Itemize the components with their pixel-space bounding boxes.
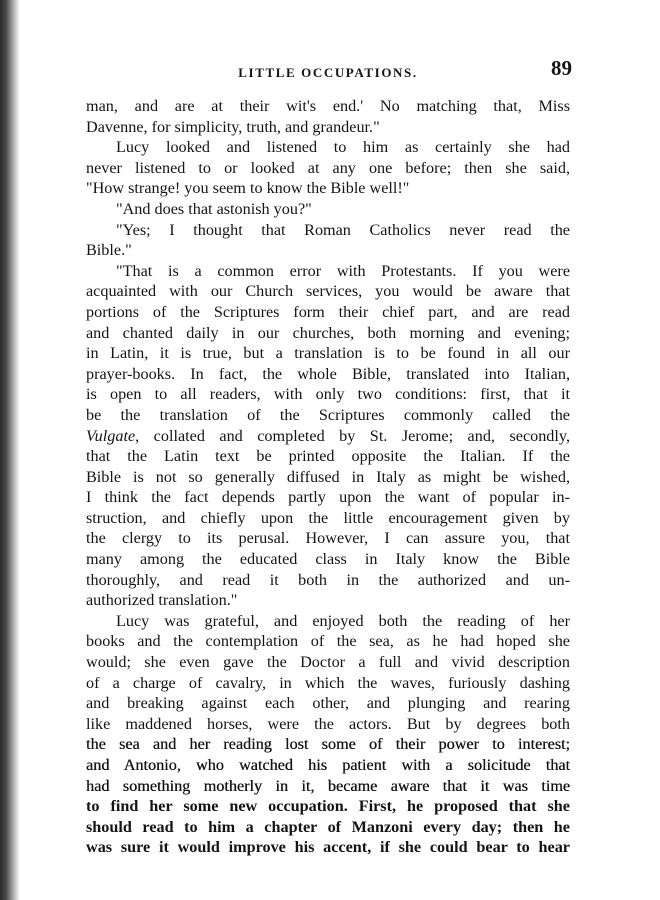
text-line: to find her some new occupation. First, he proposed that she [86, 797, 570, 816]
text-line: many among the educated class in Italy know the Bible [86, 550, 570, 569]
running-title: LITTLE OCCUPATIONS. [238, 65, 418, 80]
text-line: had something motherly in it, became aware that it was time [86, 776, 570, 795]
text-line: of a charge of cavalry, in which the waves, furiously dashing [86, 673, 570, 692]
text-line: prayer-books. In fact, the whole Bible, translated into Italian, [86, 364, 570, 383]
text-line: the sea and her reading lost some of their power to interest; [86, 735, 570, 754]
text-line: I think the fact depends partly upon the want of popular in- [86, 488, 570, 507]
text-line: Vulgate, collated and completed by St. Jerome; and, secondly, [86, 426, 570, 445]
text-line: "Yes; I thought that Roman Catholics never read the [116, 220, 570, 239]
text-line: Lucy was grateful, and enjoyed both the reading of her [116, 611, 570, 630]
text-line: would; she even gave the Doctor a full and vivid description [86, 653, 570, 672]
text-line: Davenne, for simplicity, truth, and grandeur." [86, 117, 380, 136]
text-line: that the Latin text be printed opposite the Italian. If the [86, 447, 570, 466]
text-line: acquainted with our Church services, you would be aware that [86, 282, 570, 301]
text-line: authorized translation." [86, 591, 238, 610]
text-line: "That is a common error with Protestants. If you were [116, 261, 570, 280]
text-line: the clergy to its perusal. However, I can assure you, that [86, 529, 570, 548]
text-line: was sure it would improve his accent, if she could bear to hear [86, 838, 570, 857]
text-line: and Antonio, who watched his patient with a solicitude that [86, 756, 570, 774]
text-line: "How strange! you seem to know the Bible well!" [86, 179, 410, 198]
text-line: and breaking against each other, and plunging and rearing [86, 694, 570, 713]
text-line: Bible is not so generally diffused in Italy as might be wished, [86, 467, 570, 486]
text-line: and chanted daily in our churches, both morning and evening; [86, 323, 570, 342]
text-line: like maddened horses, were the actors. But by degrees both [86, 714, 570, 733]
body-text [86, 96, 570, 858]
text-line: "And does that astonish you?" [116, 199, 312, 218]
text-line: thoroughly, and read it both in the authorized and un- [86, 570, 570, 589]
text-line: never listened to or looked at any one before; then she said, [86, 158, 570, 177]
italic-word: Vulgate [86, 426, 136, 445]
page-number: 89 [551, 56, 572, 80]
text-line: struction, and chiefly upon the little encouragement given by [86, 508, 570, 527]
text-line: is open to all readers, with only two conditions: first, that it [86, 385, 570, 404]
text-line: man, and are at their wit's end.' No matching that, Miss [86, 97, 570, 115]
text-line: Bible." [86, 241, 132, 260]
text-line: books and the contemplation of the sea, as he had hoped she [86, 632, 570, 651]
text-line: in Latin, it is true, but a translation is to be found in all our [86, 344, 570, 363]
text-line: should read to him a chapter of Manzoni every day; then he [86, 817, 570, 836]
text-line: portions of the Scriptures form their chief part, and are read [86, 302, 570, 321]
text-line: be the translation of the Scriptures commonly called the [86, 405, 570, 424]
text-line: Lucy looked and listened to him as certainly she had [116, 138, 570, 157]
running-head [86, 56, 570, 86]
